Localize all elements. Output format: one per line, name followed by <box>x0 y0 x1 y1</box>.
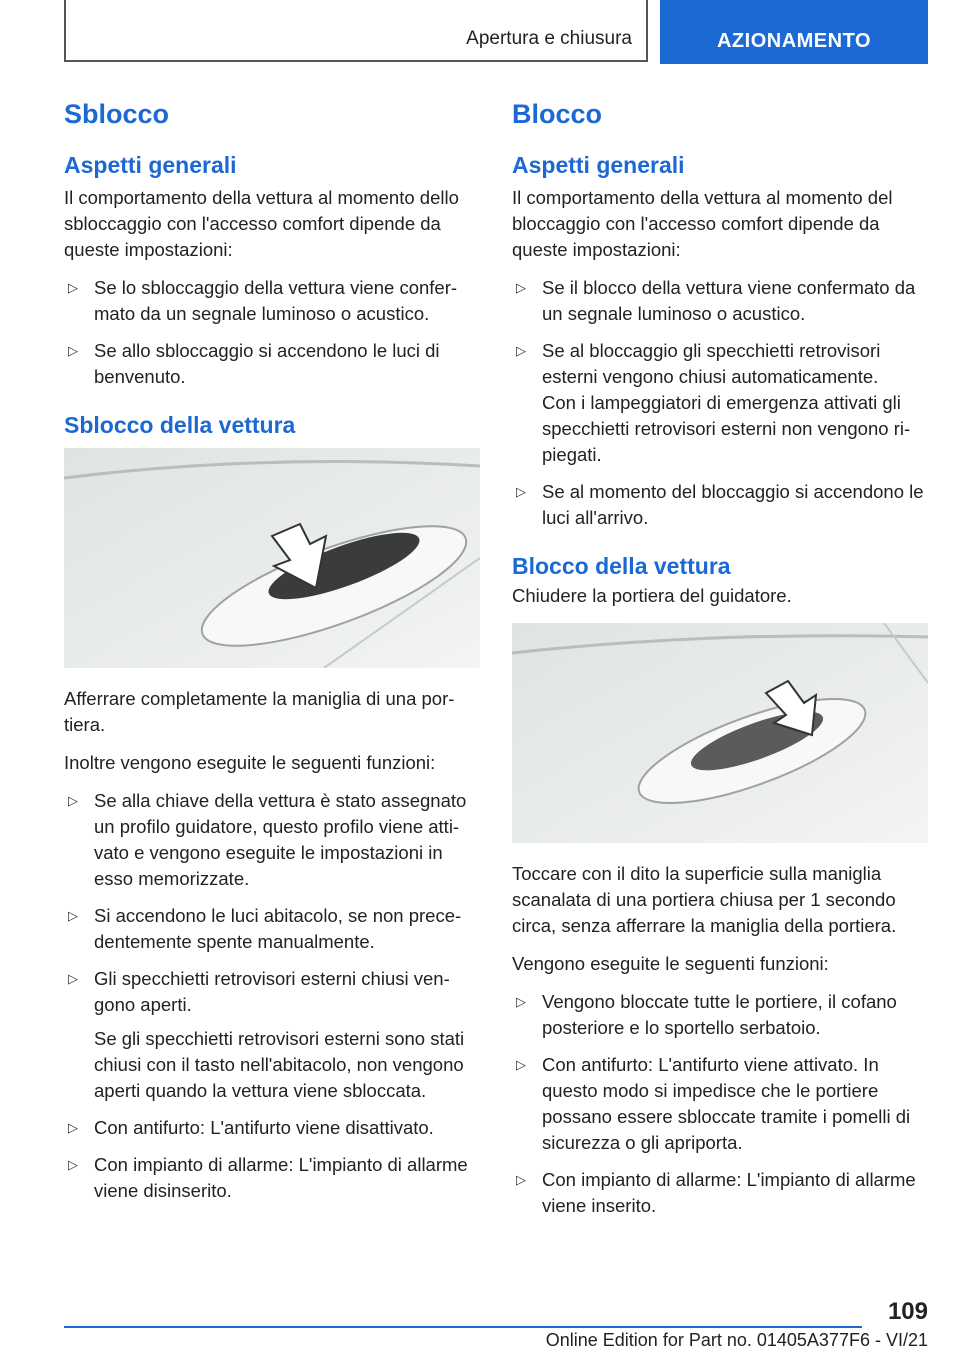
bullet-triangle-icon: ▷ <box>516 1171 526 1187</box>
list-item: ▷ Se allo sbloccaggio si accendono le luci di benvenuto. <box>68 340 440 388</box>
list-item: ▷ Se il blocco della vettura viene confermato da un segnale luminoso o acustico. <box>516 277 916 325</box>
right-column <box>512 100 930 1231</box>
right-general-heading: Aspetti generali <box>512 151 685 178</box>
list-item: ▷ Se al momento del bloccaggio si accendono le luci all'arrivo. <box>516 481 924 529</box>
lock-vehicle-heading: Blocco della vettura <box>512 553 731 580</box>
left-general-text: Il comportamento della vettura al momento dello sbloccaggio con l'accesso comfort dipende da queste impostazioni: <box>64 187 459 261</box>
list-item: ▷ Se al bloccaggio gli specchietti retrovisori esterni vengono chiusi automaticamente. Con i lampeggiatori di emergenza attivati gli specchietti retrovisori esterni non vengono ri-piegati. <box>512 338 930 468</box>
left-column <box>64 100 482 1216</box>
section-title: Apertura e chiusura <box>466 28 632 49</box>
left-general-list <box>64 275 482 390</box>
bullet-triangle-icon: ▷ <box>516 343 526 359</box>
left-general-heading: Aspetti generali <box>64 151 237 178</box>
chapter-tab <box>660 0 928 64</box>
lock-title: Blocco <box>512 99 603 129</box>
unlock-title: Sblocco <box>64 99 170 129</box>
bullet-triangle-icon: ▷ <box>68 907 78 923</box>
section-tab <box>64 0 648 62</box>
list-item: ▷ Se lo sbloccaggio della vettura viene confer-mato da un segnale luminoso o acustico. <box>68 277 458 325</box>
mirror-note: Se gli specchietti retrovisori esterni sono stati chiusi con il tasto nell'abitacolo, non vengono aperti quando la vettura viene sbloccata. <box>94 1027 465 1101</box>
right-general-text: Il comportamento della vettura al momento del bloccaggio con l'accesso comfort dipende da queste impostazioni: <box>512 187 893 261</box>
bullet-triangle-icon: ▷ <box>516 993 526 1009</box>
bullet-triangle-icon: ▷ <box>68 792 78 808</box>
left-functions-text: Inoltre vengono eseguite le seguenti funzioni: <box>64 751 436 773</box>
bullet-triangle-icon: ▷ <box>68 1156 78 1172</box>
bullet-triangle-icon: ▷ <box>516 484 526 500</box>
bullet-triangle-icon: ▷ <box>516 280 526 296</box>
list-item: ▷ Con antifurto: L'antifurto viene attivato. In questo modo si impedisce che le portiere possano essere sbloccate tramite i pomelli di sicurezza o gli apriporta. <box>516 1053 911 1153</box>
left-functions-list <box>64 788 482 1204</box>
list-item: ▷ Gli specchietti retrovisori esterni chiusi ven-gono aperti. Se gli specchietti retrovisori esterni sono stati chiusi con il tasto nell'abitacolo, non vengono aperti quando la vettura viene sbloccata. <box>64 966 482 1104</box>
footer-divider <box>64 1326 862 1328</box>
list-item: ▷ Con impianto di allarme: L'impianto di allarme viene inserito. <box>516 1168 916 1216</box>
edition-text: Online Edition for Part no. 01405A377F6 - VI/21 <box>545 1330 928 1350</box>
bullet-triangle-icon: ▷ <box>516 1056 526 1072</box>
bullet-triangle-icon: ▷ <box>68 1119 78 1135</box>
list-item: ▷ Vengono bloccate tutte le portiere, il cofano posteriore e lo sportello serbatoio. <box>516 990 897 1038</box>
bullet-triangle-icon: ▷ <box>68 280 78 296</box>
door-handle-unlock-image <box>64 448 480 668</box>
list-item: ▷ Si accendono le luci abitacolo, se non prece-dentemente spente manualmente. <box>68 904 462 952</box>
bullet-triangle-icon: ▷ <box>68 343 78 359</box>
bullet-triangle-icon: ▷ <box>68 970 78 986</box>
touch-text: Toccare con il dito la superficie sulla maniglia scanalata di una portiera chiusa per 1 secondo circa, senza afferrare la maniglia della portiera. <box>512 862 897 936</box>
right-general-list <box>512 275 930 531</box>
list-item: ▷ Se alla chiave della vettura è stato assegnato un profilo guidatore, questo profilo viene atti-vato e vengono eseguite le impostazioni in esso memorizzate. <box>68 789 467 889</box>
unlock-text: Afferrare completamente la maniglia di una por-tiera. <box>64 687 455 735</box>
list-item: ▷ Con antifurto: L'antifurto viene disattivato. <box>64 1115 482 1141</box>
lock-text: Chiudere la portiera del guidatore. <box>512 584 792 606</box>
page-number: 109 <box>887 1298 928 1325</box>
right-functions-list <box>512 989 930 1219</box>
right-functions-text: Vengono eseguite le seguenti funzioni: <box>512 952 829 974</box>
list-item: ▷ Con impianto di allarme: L'impianto di allarme viene disinserito. <box>68 1153 468 1201</box>
hazard-note: Con i lampeggiatori di emergenza attivati gli specchietti retrovisori esterni non vengono ri-piegati. <box>542 392 911 466</box>
unlock-vehicle-heading: Sblocco della vettura <box>64 412 296 439</box>
chapter-title: AZIONAMENTO <box>716 30 871 52</box>
door-handle-lock-image <box>512 623 928 843</box>
page-header <box>64 0 928 64</box>
